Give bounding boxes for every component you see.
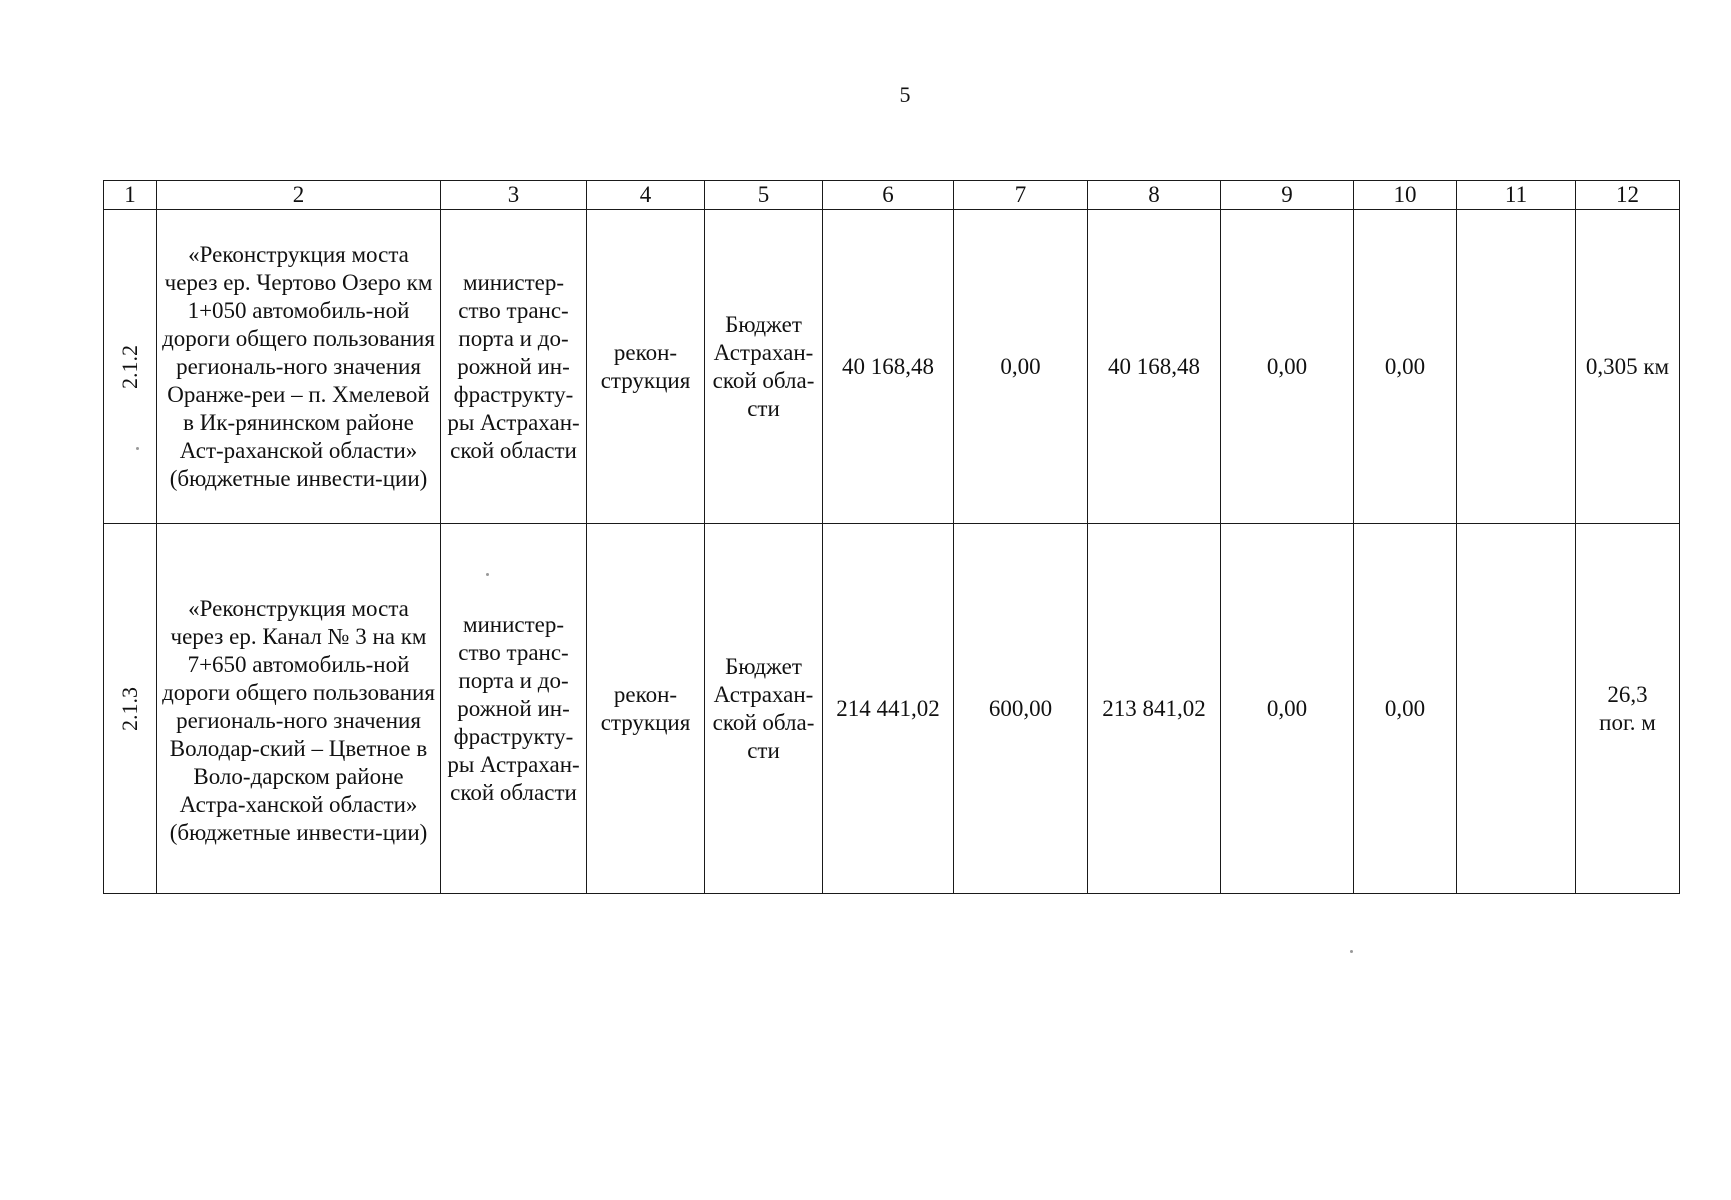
- row-number: 2.1.3: [117, 686, 142, 731]
- column-header: 7: [954, 181, 1088, 210]
- value-cell-6: 40 168,48: [823, 210, 954, 524]
- row-number-cell: [104, 210, 157, 524]
- scan-speck: [136, 447, 139, 450]
- column-header: 5: [705, 181, 823, 210]
- column-header: 12: [1576, 181, 1680, 210]
- column-header: 4: [587, 181, 705, 210]
- value-cell-8: 40 168,48: [1088, 210, 1221, 524]
- value-cell-12: 26,3 пог. м: [1576, 524, 1680, 894]
- work-type-cell: рекон-струкция: [587, 524, 705, 894]
- column-header: 8: [1088, 181, 1221, 210]
- column-header: 6: [823, 181, 954, 210]
- column-header: 10: [1354, 181, 1457, 210]
- value-cell-7: 0,00: [954, 210, 1088, 524]
- executor-cell: министер-ство транс-порта и до-рожной ин-фраструкту-ры Астрахан-ской области: [441, 524, 587, 894]
- value-cell-9: 0,00: [1221, 210, 1354, 524]
- column-number-row: [104, 181, 1680, 210]
- value-cell-11: [1457, 524, 1576, 894]
- project-name-cell: «Реконструкция моста через ер. Канал № 3 на км 7+650 автомобиль-ной дороги общего пользования региональ-ного значения Володар-ский – Цветное в Воло-дарском районе Астра-ханской области» (бюджетные инвести-ции): [157, 524, 441, 894]
- value-cell-7: 600,00: [954, 524, 1088, 894]
- program-table: [103, 180, 1680, 894]
- executor-cell: министер-ство транс-порта и до-рожной ин-фраструкту-ры Астрахан-ской области: [441, 210, 587, 524]
- funding-source-cell: Бюджет Астрахан-ской обла-сти: [705, 524, 823, 894]
- table-row: [104, 210, 1680, 524]
- value-cell-11: [1457, 210, 1576, 524]
- value-cell-9: 0,00: [1221, 524, 1354, 894]
- value-cell-6: 214 441,02: [823, 524, 954, 894]
- work-type-cell: рекон-струкция: [587, 210, 705, 524]
- column-header: 3: [441, 181, 587, 210]
- column-header: 11: [1457, 181, 1576, 210]
- scan-speck: [1350, 950, 1353, 953]
- row-number: 2.1.2: [117, 344, 142, 389]
- column-header: 9: [1221, 181, 1354, 210]
- funding-source-cell: Бюджет Астрахан-ской обла-сти: [705, 210, 823, 524]
- value-cell-10: 0,00: [1354, 210, 1457, 524]
- table-row: [104, 524, 1680, 894]
- value-cell-10: 0,00: [1354, 524, 1457, 894]
- project-name-cell: «Реконструкция моста через ер. Чертово Озеро км 1+050 автомобиль-ной дороги общего пользования региональ-ного значения Оранже-реи – п. Хмелевой в Ик-рянинском районе Аст-раханской области» (бюджетные инвести-ции): [157, 210, 441, 524]
- row-number-cell: [104, 524, 157, 894]
- column-header: 1: [104, 181, 157, 210]
- page-number: 5: [899, 82, 911, 107]
- column-header: 2: [157, 181, 441, 210]
- value-cell-8: 213 841,02: [1088, 524, 1221, 894]
- scan-speck: [486, 573, 489, 576]
- value-cell-12: 0,305 км: [1576, 210, 1680, 524]
